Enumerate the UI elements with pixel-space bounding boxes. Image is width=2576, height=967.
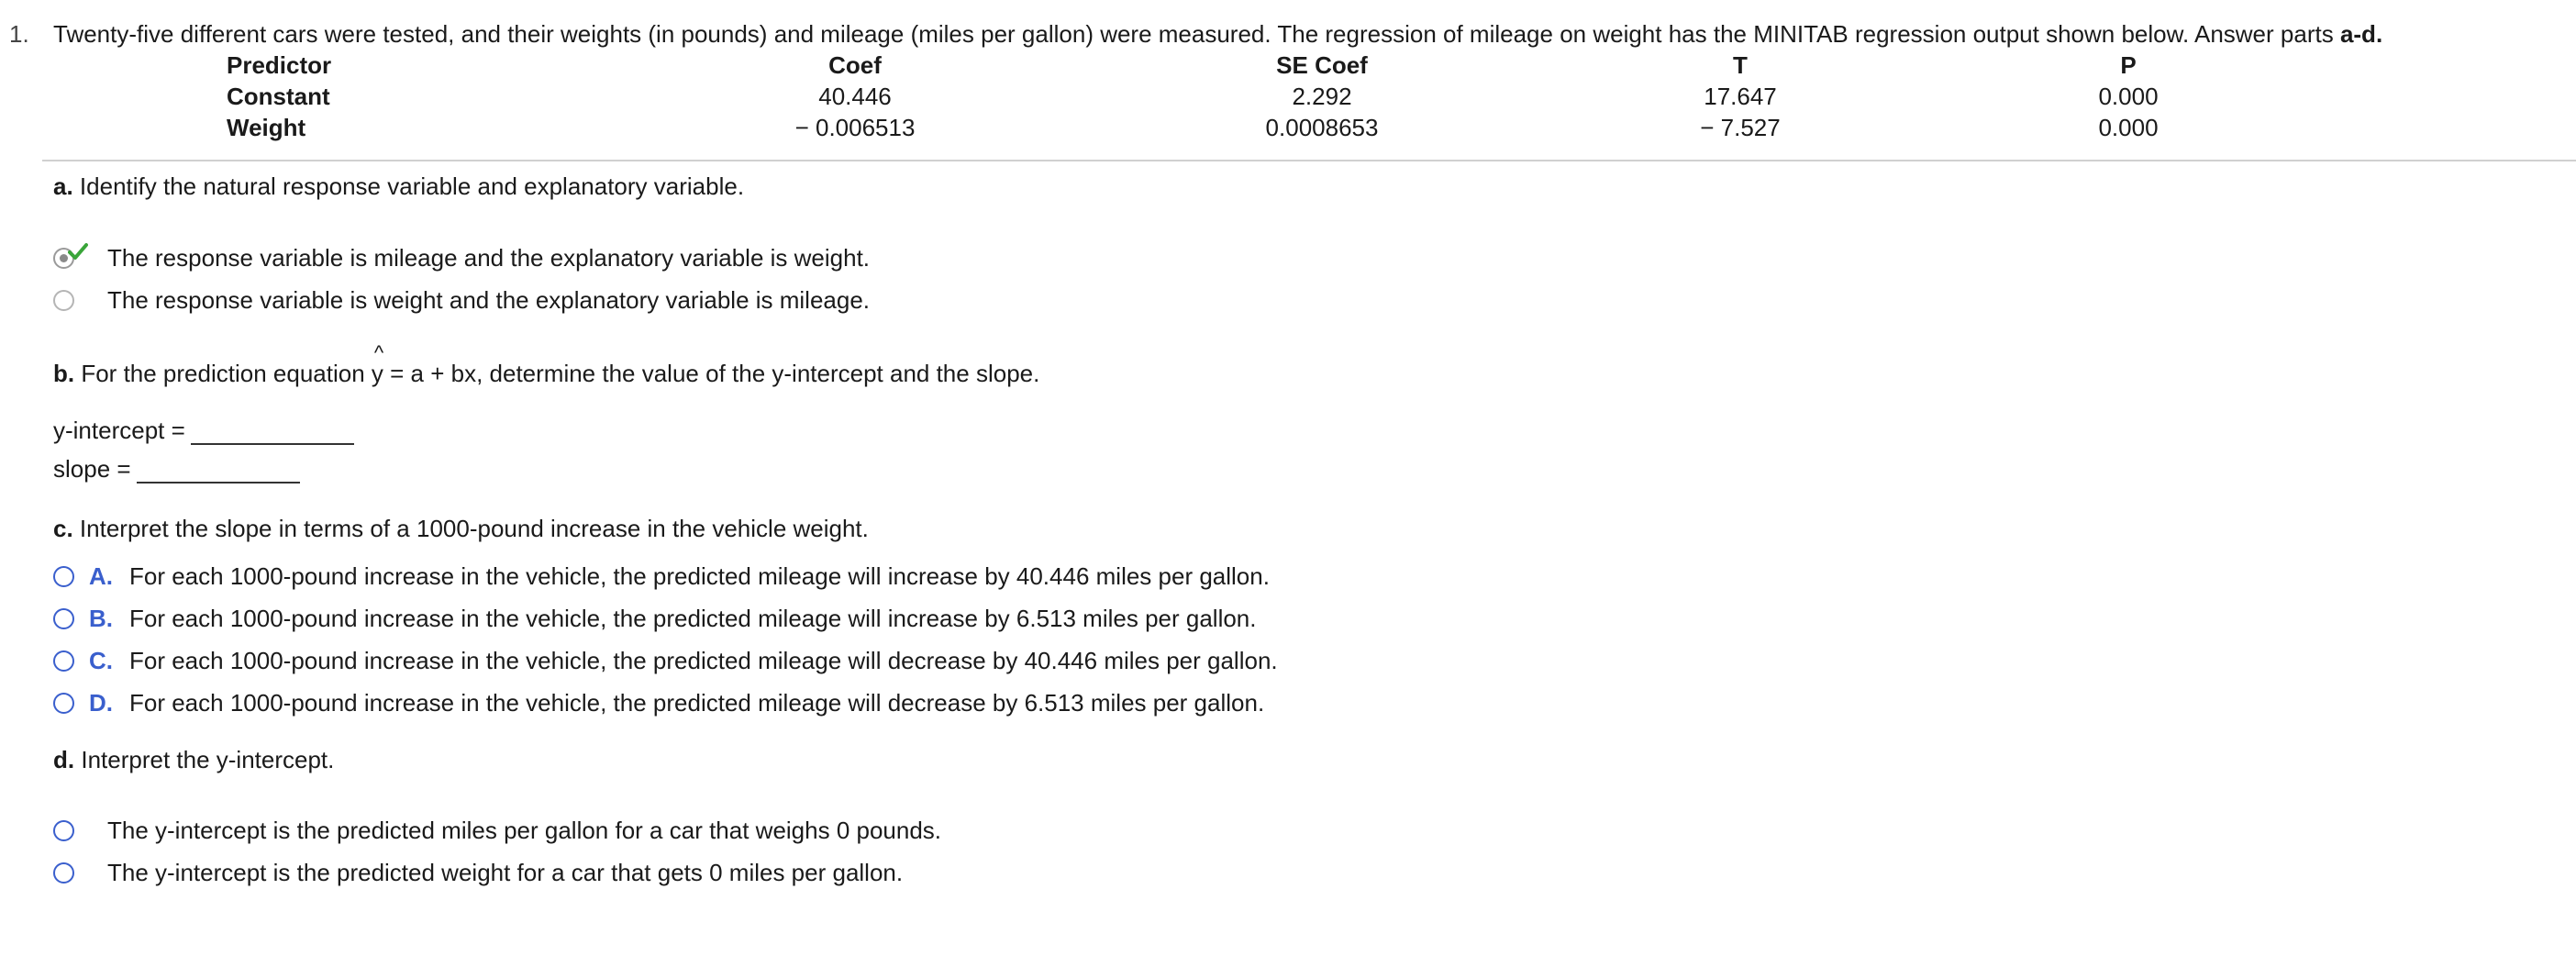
intercept-row [53,417,354,445]
part-a-text: Identify the natural response variable and explanatory variable. [79,172,745,200]
radio-button[interactable] [53,290,74,311]
option-letter: C. [89,646,113,674]
part-a-option-2-text: The response variable is weight and the explanatory variable is mileage. [107,285,871,314]
question-text-main: Twenty-five different cars were tested, and their weights (in pounds) and mileage (miles per gallon) were measured. The regression of mileage on weight has the MINITAB regression output shown below. Answer parts [53,20,2340,48]
table-cell-constant-label: Constant [227,83,330,110]
slope-row [53,455,300,484]
radio-button[interactable] [53,566,74,587]
section-divider [42,160,2576,161]
option-text: For each 1000-pound increase in the vehicle, the predicted mileage will decrease by 6.513 miles per gallon. [129,688,1265,717]
slope-input[interactable] [137,458,300,484]
part-c-option-a[interactable] [53,561,1270,592]
part-b-prompt [53,341,1040,388]
option-letter: B. [89,604,113,632]
part-d-option-1-text: The y-intercept is the predicted miles per gallon for a car that weighs 0 pounds. [107,816,942,844]
part-d-option-2-text: The y-intercept is the predicted weight for a car that gets 0 miles per gallon. [107,858,904,886]
question-text-bold: a-d. [2339,20,2383,48]
question-number: 1. [9,20,29,48]
intercept-input[interactable] [191,419,354,445]
table-header-predictor: Predictor [227,51,332,79]
part-c-option-d[interactable] [53,687,1264,718]
intercept-label: y-intercept = [53,417,185,444]
regression-table: Predictor Coef SE Coef T P Constant 40.446 2.292 17.647 0.000 Weight − 0.006513 0.0008653 − 7.527 0.000 [227,51,2159,141]
radio-button[interactable] [53,693,74,714]
check-icon [68,242,88,262]
radio-button[interactable] [53,862,74,884]
hat-accent: ^ [373,341,384,364]
part-d-option-2[interactable] [53,857,903,888]
part-a-option-1[interactable] [53,242,870,273]
part-a-option-2[interactable] [53,284,870,316]
y-hat-symbol [371,341,384,388]
y-symbol: y [371,360,383,387]
slope-label: slope = [53,455,131,483]
radio-button[interactable] [53,820,74,841]
option-text: For each 1000-pound increase in the vehicle, the predicted mileage will increase by 6.513 miles per gallon. [129,604,1257,632]
part-d-label: d. [53,746,75,773]
part-c-option-c[interactable] [53,645,1278,676]
part-d-option-1[interactable] [53,815,941,846]
part-b-text-before: For the prediction equation [81,360,372,387]
part-b-label: b. [53,360,75,387]
option-letter: D. [89,688,113,717]
part-c-text: Interpret the slope in terms of a 1000-pound increase in the vehicle weight. [79,515,869,542]
part-a-label: a. [53,172,73,200]
part-a-option-1-text: The response variable is mileage and the explanatory variable is weight. [107,243,871,272]
table-cell-weight-label: Weight [227,114,306,141]
part-c-label: c. [53,515,73,542]
part-d-prompt [53,746,334,774]
part-b-text-after: = a + bx, determine the value of the y-intercept and the slope. [383,360,1040,387]
option-letter: A. [89,561,113,590]
part-a-prompt [53,172,744,201]
radio-button[interactable] [53,650,74,672]
option-text: For each 1000-pound increase in the vehicle, the predicted mileage will increase by 40.446 miles per gallon. [129,561,1270,590]
radio-button-selected[interactable] [53,248,74,269]
part-d-text: Interpret the y-intercept. [81,746,335,773]
option-text: For each 1000-pound increase in the vehicle, the predicted mileage will decrease by 40.446 miles per gallon. [129,646,1278,674]
radio-button[interactable] [53,608,74,629]
part-c-option-b[interactable] [53,603,1257,634]
part-c-prompt [53,515,869,543]
question-text [53,20,2382,49]
